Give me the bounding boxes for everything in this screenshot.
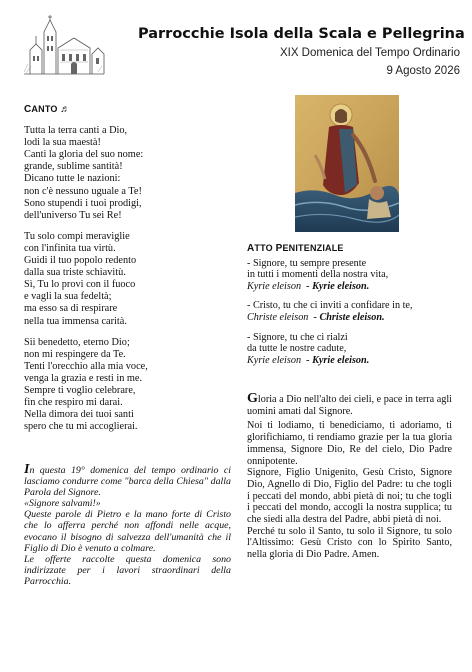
gloria-paragraph: Noi ti lodiamo, ti benediciamo, ti adoriamo, ti glorifichiamo, ti rendiamo grazie per la tua gloria immensa, Signore Dio, Re del cielo, Dio Padre onnipotente. (247, 420, 452, 467)
liturgical-sunday: XIX Domenica del Tempo Ordinario (279, 47, 460, 59)
gloria-paragraph: Signore, Figlio Unigenito, Gesù Cristo, Signore Dio, Agnello di Dio, Figlio del Padre: tu che togli i peccati del mondo, abbi pietà di noi; tu che togli i peccati del mondo, accogli la nostra supplica; tu che siedi alla destra del Padre, abbi pietà di noi. (247, 467, 452, 526)
drop-cap: I (24, 462, 30, 477)
drop-cap: G (247, 391, 258, 406)
invocation: - Signore, tu sempre presente in tutti i momenti della nostra vita, Kyrie eleison - Kyrie eleison. (247, 257, 389, 292)
canto-heading: CANTO ♬ (24, 104, 71, 115)
page-title: Parrocchie Isola della Scala e Pellegrina (138, 26, 465, 42)
canto-stanza: Tu solo compi meraviglie con l'infinita tua virtù. Guidi il tuo popolo redento dalla sua triste schiavitù. Sì, Tu lo provi con il fuoco e vagli la sua fedeltà; ma esso sa di respirare nella tua immensa carità. (24, 230, 137, 327)
offering-notice: Le offerte raccolte questa domenica sono indirizzate per i lavori straordinari della Parrocchia. (24, 553, 231, 587)
invocation: - Signore, tu che ci rialzi da tutte le nostre cadute, Kyrie eleison - Kyrie eleison. (247, 331, 370, 366)
music-note-icon: ♬ (60, 104, 71, 115)
intro-paragraph: In questa 19° domenica del tempo ordinario ci lasciamo condurre come "barca della Chiesa" dalla Parola del Signore. (24, 462, 231, 499)
reflection-paragraph: Queste parole di Pietro e la mano forte di Cristo che lo afferra perché non affondi nelle acque, evocano il bisogno di salvezza dell'umanità che il Figlio di Dio è venuto a colmare. (24, 509, 231, 554)
gloria-paragraph: Gloria a Dio nell'alto dei cieli, e pace in terra agli uomini amati dal Signore. (247, 391, 452, 417)
canto-stanza: Tutta la terra canti a Dio, lodi la sua maestà! Canti la gloria del suo nome: grande, sublime santità! Dicano tutte le nazioni: non c'è nessuno uguale a Te! Sono stupendi i tuoi prodigi, dell'universo Tu sei Re! (24, 125, 144, 221)
gospel-quote: «Signore salvami!» (24, 498, 101, 510)
penitential-act-heading: ATTO PENITENZIALE (247, 243, 344, 254)
church-sketch-icon (22, 14, 106, 76)
invocation: - Cristo, tu che ci inviti a confidare in te, Christe eleison - Christe eleison. (247, 300, 413, 323)
bulletin-date: 9 Agosto 2026 (386, 65, 460, 77)
gloria-section (247, 393, 452, 561)
gloria-paragraph: Perché tu solo il Santo, tu solo il Signore, tu solo l'Altissimo: Gesù Cristo con lo Spirito Santo, nella gloria di Dio Padre. Amen. (247, 525, 452, 561)
sunday-introduction (24, 464, 231, 587)
canto-section (24, 103, 230, 442)
penitential-act-section (247, 243, 453, 374)
canto-stanza: Sii benedetto, eterno Dio; non mi respingere da Te. Tenti l'orecchio alla mia voce, venga la grazia e resti in me. Sempre ti voglio celebrare, fin che respiro mi darai. Nella dimora dei tuoi santi spero che tu mi accoglierai. (24, 336, 148, 433)
jesus-rescues-peter-mosaic (295, 95, 399, 232)
